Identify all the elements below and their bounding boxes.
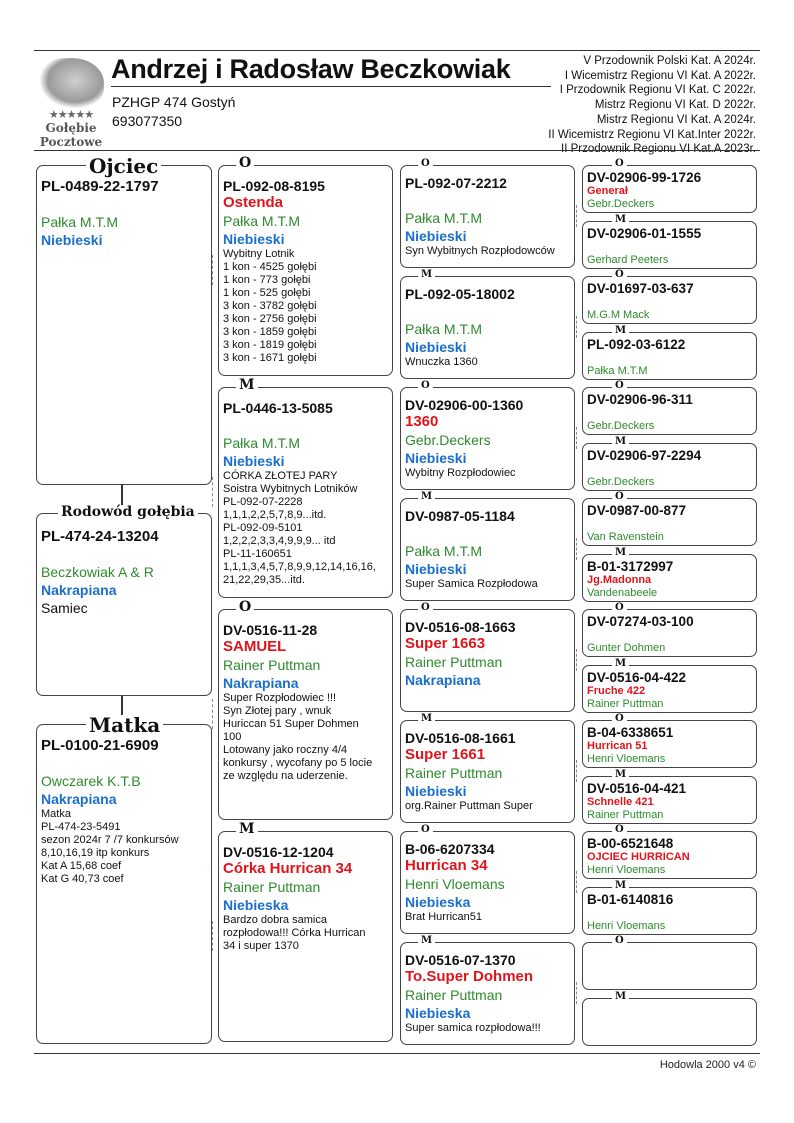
ancestor-sex-tag: M bbox=[612, 215, 629, 225]
ancestor-ring: DV-0987-00-877 bbox=[587, 503, 687, 518]
great-grandparent-breeder: Henri Vloemans bbox=[405, 876, 505, 892]
grandparent-sex-tag: O bbox=[236, 600, 254, 614]
ancestor-ring: DV-02906-99-1726 bbox=[587, 170, 702, 185]
great-grandparent-sex-tag: O bbox=[418, 825, 433, 835]
grandparent-color: Niebieska bbox=[223, 897, 289, 913]
grandparent-card[interactable] bbox=[218, 609, 393, 820]
spacer bbox=[587, 907, 752, 920]
great-grandparent-card[interactable] bbox=[400, 276, 575, 379]
great-grandparent-sex-tag: O bbox=[418, 159, 433, 169]
ancestor-sex-tag: O bbox=[612, 936, 627, 946]
achievement: I Przodownik Regionu VI Kat. C 2022r. bbox=[559, 84, 756, 97]
spacer bbox=[587, 1003, 752, 1016]
ancestor-ring: B-04-6338651 bbox=[587, 725, 674, 740]
great-grandparent-sex-tag: M bbox=[418, 270, 435, 280]
spacer bbox=[223, 416, 388, 434]
grandparent-notes: Wybitny Lotnik 1 kon - 4525 gołębi 1 kon - 773 gołębi 1 kon - 525 gołębi 3 kon - 3782 gołębi 3 kon - 2756 gołębi 3 kon - 1859 gołębi 3 kon - 1819 gołębi 3 kon - 1671 gołębi bbox=[223, 248, 317, 364]
grandparent-color: Niebieski bbox=[223, 453, 285, 469]
ancestor-card[interactable] bbox=[582, 387, 757, 435]
father-card[interactable] bbox=[36, 165, 212, 485]
ancestor-sex-tag: M bbox=[612, 326, 629, 336]
ancestor-breeder: Gunter Dohmen bbox=[587, 642, 666, 654]
father-breeder: Pałka M.T.M bbox=[41, 214, 119, 230]
ancestor-breeder: Rainer Puttman bbox=[587, 697, 664, 710]
grandparent-name: Córka Hurrican 34 bbox=[223, 860, 353, 877]
great-grandparent-color: Niebieska bbox=[405, 894, 471, 910]
pigeon-logo bbox=[36, 58, 106, 148]
owner-name: Andrzej i Radosław Beczkowiak bbox=[111, 54, 511, 84]
ancestor-card[interactable] bbox=[582, 276, 757, 324]
achievement: V Przodownik Polski Kat. A 2024r. bbox=[583, 55, 756, 67]
great-grandparent-sex-tag: O bbox=[418, 381, 433, 391]
pigeon-card[interactable] bbox=[36, 513, 212, 696]
achievement: Mistrz Regionu VI Kat. A 2024r. bbox=[596, 113, 756, 126]
pigeon-tag: Rodowód gołębia bbox=[58, 505, 198, 519]
ancestor-breeder: Vandenabeele bbox=[587, 586, 658, 599]
spacer bbox=[587, 947, 752, 960]
phone-number: 693077350 bbox=[112, 113, 183, 129]
spacer bbox=[587, 463, 752, 476]
great-grandparent-card[interactable] bbox=[400, 942, 575, 1045]
ancestor-ring: B-00-6521648 bbox=[587, 836, 674, 851]
ancestor-breeder: Gebr.Deckers bbox=[587, 420, 655, 432]
ancestor-sex-tag: O bbox=[612, 492, 627, 502]
ancestor-breeder: Henri Vloemans bbox=[587, 919, 666, 932]
great-grandparent-card[interactable] bbox=[400, 720, 575, 823]
ancestor-breeder: Henri Vloemans bbox=[587, 864, 666, 876]
grandparent-ring: DV-0516-11-28 bbox=[223, 622, 318, 638]
pigeon-head-icon bbox=[40, 58, 104, 108]
father-ring: PL-0489-22-1797 bbox=[41, 178, 159, 195]
ancestor-card[interactable] bbox=[582, 609, 757, 657]
ancestor-sex-tag: O bbox=[612, 825, 627, 835]
great-grandparent-notes: Wybitny Rozpłodowiec bbox=[405, 467, 516, 479]
great-grandparent-color: Niebieski bbox=[405, 228, 467, 244]
grandparent-name: SAMUEL bbox=[223, 638, 287, 655]
ancestor-breeder: M.G.M Mack bbox=[587, 309, 650, 321]
ancestor-card[interactable] bbox=[582, 443, 757, 491]
ancestor-name: Fruche 422 bbox=[587, 684, 646, 697]
pedigree-connector bbox=[576, 427, 577, 449]
great-grandparent-color: Niebieska bbox=[405, 1005, 471, 1021]
grandparent-notes: Super Rozpłodowiec !!! Syn Złotej pary , wnuk Huriccan 51 Super Dohmen 100 Lotowany jako roczny 4/4 konkursy , wycofany po 5 locie ze względu na uderzenie. bbox=[223, 692, 373, 782]
grandparent-color: Nakrapiana bbox=[223, 675, 299, 691]
grandparent-breeder: Pałka M.T.M bbox=[223, 435, 301, 451]
ancestor-ring: DV-0516-04-421 bbox=[587, 780, 687, 796]
spacer bbox=[587, 407, 752, 420]
ancestor-name: Generał bbox=[587, 185, 628, 197]
great-grandparent-card[interactable] bbox=[400, 165, 575, 268]
great-grandparent-ring: DV-02906-00-1360 bbox=[405, 397, 524, 413]
great-grandparent-notes: org.Rainer Puttman Super bbox=[405, 800, 533, 812]
footer-rule bbox=[34, 1053, 760, 1054]
great-grandparent-breeder: Rainer Puttman bbox=[405, 987, 503, 1003]
ancestor-card[interactable] bbox=[582, 998, 757, 1046]
great-grandparent-breeder: Pałka M.T.M bbox=[405, 210, 483, 226]
spacer bbox=[405, 302, 570, 320]
great-grandparent-ring: B-06-6207334 bbox=[405, 841, 495, 857]
great-grandparent-ring: DV-0516-08-1661 bbox=[405, 730, 516, 746]
ancestor-breeder: Henri Vloemans bbox=[587, 753, 666, 765]
great-grandparent-color: Niebieski bbox=[405, 339, 467, 355]
ancestor-card[interactable] bbox=[582, 942, 757, 990]
spacer bbox=[587, 629, 752, 642]
pedigree-connector bbox=[576, 760, 577, 782]
ancestor-card[interactable] bbox=[582, 498, 757, 546]
ancestor-ring: DV-02906-01-1555 bbox=[587, 225, 702, 241]
ancestor-sex-tag: M bbox=[612, 881, 629, 891]
ancestor-card[interactable] bbox=[582, 665, 757, 713]
pedigree-connector bbox=[576, 871, 577, 893]
great-grandparent-breeder: Rainer Puttman bbox=[405, 654, 503, 670]
great-grandparent-sex-tag: M bbox=[418, 492, 435, 502]
grandparent-card[interactable] bbox=[218, 387, 393, 598]
ancestor-card[interactable] bbox=[582, 554, 757, 602]
great-grandparent-sex-tag: M bbox=[418, 714, 435, 724]
great-grandparent-notes: Brat Hurrican51 bbox=[405, 911, 483, 923]
grandparent-notes: CÓRKA ZŁOTEJ PARY Soistra Wybitnych Lotników PL-092-07-2228 1,1,1,2,2,5,7,8,9...itd. PL-092-09-5101 1,2,2,2,3,3,4,9,9,9... itd PL-11-160651 1,1,1,3,4,5,7,8,9,9,12,14,16,16, 21,22,29,35...itd. bbox=[223, 470, 376, 586]
spacer bbox=[587, 518, 752, 531]
great-grandparent-color: Niebieski bbox=[405, 783, 467, 799]
grandparent-color: Niebieski bbox=[223, 231, 285, 247]
great-grandparent-breeder: Gebr.Deckers bbox=[405, 432, 491, 448]
pedigree-connector bbox=[212, 699, 213, 729]
pigeon-breeder: Beczkowiak A & R bbox=[41, 564, 154, 580]
grandparent-card[interactable] bbox=[218, 165, 393, 376]
ancestor-card[interactable] bbox=[582, 165, 757, 213]
ancestor-ring: B-01-6140816 bbox=[587, 891, 674, 907]
great-grandparent-card[interactable] bbox=[400, 498, 575, 601]
ancestor-sex-tag: M bbox=[612, 548, 629, 558]
great-grandparent-notes: Super samica rozpłodowa!!! bbox=[405, 1022, 541, 1034]
ancestor-sex-tag: M bbox=[612, 770, 629, 780]
owner-underline bbox=[111, 86, 551, 87]
grandparent-breeder: Rainer Puttman bbox=[223, 657, 321, 673]
pedigree-connector bbox=[212, 255, 213, 285]
pigeon-ring: PL-474-24-13204 bbox=[41, 528, 159, 545]
grandparent-sex-tag: O bbox=[236, 156, 254, 170]
grandparent-breeder: Pałka M.T.M bbox=[223, 213, 301, 229]
logo-text-2: Pocztowe bbox=[39, 135, 103, 149]
logo-stars: ★★★★★ bbox=[48, 109, 94, 121]
ancestor-card[interactable] bbox=[582, 332, 757, 380]
grandparent-sex-tag: M bbox=[236, 822, 258, 836]
pedigree-connector bbox=[212, 921, 213, 951]
ancestor-ring: DV-02906-97-2294 bbox=[587, 447, 702, 463]
great-grandparent-card[interactable] bbox=[400, 609, 575, 712]
ancestor-sex-tag: O bbox=[612, 270, 627, 280]
pigeon-sex: Samiec bbox=[41, 600, 88, 616]
great-grandparent-sex-tag: O bbox=[418, 603, 433, 613]
ancestor-card[interactable] bbox=[582, 720, 757, 768]
ancestor-sex-tag: O bbox=[612, 159, 627, 169]
pedigree-connector bbox=[576, 316, 577, 338]
ancestor-sex-tag: M bbox=[612, 437, 629, 447]
ancestor-breeder: Rainer Puttman bbox=[587, 808, 664, 821]
ancestor-name: OJCIEC HURRICAN bbox=[587, 851, 690, 863]
great-grandparent-ring: PL-092-07-2212 bbox=[405, 175, 507, 191]
achievement: I Wicemistrz Regionu VI Kat. A 2022r. bbox=[564, 69, 756, 82]
great-grandparent-ring: DV-0516-08-1663 bbox=[405, 619, 516, 635]
ancestor-ring: B-01-3172997 bbox=[587, 558, 674, 574]
great-grandparent-breeder: Pałka M.T.M bbox=[405, 543, 483, 559]
pedigree-connector bbox=[576, 982, 577, 1004]
great-grandparent-name: Super 1663 bbox=[405, 635, 486, 652]
ancestor-name: Jg.Madonna bbox=[587, 573, 652, 586]
mother-notes: Matka PL-474-23-5491 sezon 2024r 7 /7 konkursów 8,10,16,19 itp konkurs Kat A 15,68 coef Kat G 40,73 coef bbox=[41, 808, 179, 885]
ancestor-ring: DV-02906-96-311 bbox=[587, 392, 693, 407]
great-grandparent-name: Hurrican 34 bbox=[405, 857, 488, 874]
logo-text-1: Gołębie bbox=[45, 121, 97, 135]
great-grandparent-color: Nakrapiana bbox=[405, 672, 481, 688]
pedigree-connector bbox=[576, 205, 577, 227]
great-grandparent-ring: PL-092-05-18002 bbox=[405, 286, 515, 302]
top-rule bbox=[34, 50, 760, 51]
ancestor-card[interactable] bbox=[582, 887, 757, 935]
spacer bbox=[405, 191, 570, 209]
great-grandparent-card[interactable] bbox=[400, 387, 575, 490]
pigeon-color: Nakrapiana bbox=[41, 582, 117, 598]
ancestor-sex-tag: O bbox=[612, 603, 627, 613]
father-color: Niebieski bbox=[41, 232, 103, 248]
ancestor-card[interactable] bbox=[582, 776, 757, 824]
ancestor-card[interactable] bbox=[582, 831, 757, 879]
great-grandparent-breeder: Pałka M.T.M bbox=[405, 321, 483, 337]
grandparent-notes: Bardzo dobra samica rozpłodowa!!! Córka Hurrican 34 i super 1370 bbox=[223, 914, 366, 952]
spacer bbox=[587, 241, 752, 254]
ancestor-ring: PL-092-03-6122 bbox=[587, 336, 686, 352]
pedigree-connector bbox=[212, 477, 213, 507]
great-grandparent-name: Super 1661 bbox=[405, 746, 486, 763]
great-grandparent-name: To.Super Dohmen bbox=[405, 968, 534, 985]
header-rule bbox=[34, 150, 760, 151]
ancestor-ring: DV-0516-04-422 bbox=[587, 669, 687, 685]
great-grandparent-sex-tag: M bbox=[418, 936, 435, 946]
footer-text: Hodowla 2000 v4 © bbox=[659, 1059, 756, 1071]
mother-card[interactable] bbox=[36, 724, 212, 1044]
great-grandparent-ring: DV-0516-07-1370 bbox=[405, 952, 516, 968]
father-tag: Ojciec bbox=[86, 156, 161, 176]
mother-breeder: Owczarek K.T.B bbox=[41, 773, 141, 789]
ancestor-name: Schnelle 421 bbox=[587, 795, 654, 808]
ancestor-sex-tag: M bbox=[612, 659, 629, 669]
achievement: II Przodownik Regionu VI Kat.A 2023r. bbox=[561, 143, 756, 156]
ancestor-breeder: Gebr.Deckers bbox=[587, 475, 655, 488]
great-grandparent-color: Niebieski bbox=[405, 561, 467, 577]
achievement: Mistrz Regionu VI Kat. D 2022r. bbox=[594, 99, 756, 112]
grandparent-ring: DV-0516-12-1204 bbox=[223, 844, 334, 860]
grandparent-ring: PL-092-08-8195 bbox=[223, 178, 325, 194]
great-grandparent-color: Niebieski bbox=[405, 450, 467, 466]
pedigree-connector bbox=[576, 649, 577, 671]
grandparent-sex-tag: M bbox=[236, 378, 258, 392]
ancestor-sex-tag: O bbox=[612, 381, 627, 391]
great-grandparent-notes: Wnuczka 1360 bbox=[405, 356, 478, 368]
club-name: PZHGP 474 Gostyń bbox=[112, 94, 236, 110]
grandparent-name: Ostenda bbox=[223, 194, 284, 211]
great-grandparent-name: 1360 bbox=[405, 413, 439, 430]
achievement: II Wicemistrz Regionu VI Kat.Inter 2022r. bbox=[548, 128, 756, 141]
great-grandparent-card[interactable] bbox=[400, 831, 575, 934]
grandparent-breeder: Rainer Puttman bbox=[223, 879, 321, 895]
pedigree-connector bbox=[576, 538, 577, 560]
great-grandparent-notes: Syn Wybitnych Rozpłodowców bbox=[405, 245, 555, 257]
mother-tag: Matka bbox=[86, 715, 163, 735]
great-grandparent-breeder: Rainer Puttman bbox=[405, 765, 503, 781]
mother-ring: PL-0100-21-6909 bbox=[41, 737, 159, 754]
ancestor-name: Hurrican 51 bbox=[587, 740, 648, 752]
great-grandparent-notes: Super Samica Rozpłodowa bbox=[405, 578, 538, 590]
ancestor-ring: DV-07274-03-100 bbox=[587, 614, 694, 629]
ancestor-breeder: Gerhard Peeters bbox=[587, 253, 669, 266]
mother-color: Nakrapiana bbox=[41, 791, 117, 807]
ancestor-breeder: Pałka M.T.M bbox=[587, 364, 648, 377]
spacer bbox=[587, 296, 752, 309]
great-grandparent-ring: DV-0987-05-1184 bbox=[405, 508, 515, 524]
ancestor-sex-tag: O bbox=[612, 714, 627, 724]
ancestor-breeder: Gebr.Deckers bbox=[587, 198, 655, 210]
ancestor-breeder: Van Ravenstein bbox=[587, 531, 664, 543]
spacer bbox=[587, 352, 752, 365]
ancestor-ring: DV-01697-03-637 bbox=[587, 281, 694, 296]
grandparent-card[interactable] bbox=[218, 831, 393, 1042]
ancestor-card[interactable] bbox=[582, 221, 757, 269]
spacer bbox=[405, 524, 570, 542]
ancestor-sex-tag: M bbox=[612, 992, 629, 1002]
grandparent-ring: PL-0446-13-5085 bbox=[223, 400, 333, 416]
achievements-list bbox=[548, 54, 756, 157]
